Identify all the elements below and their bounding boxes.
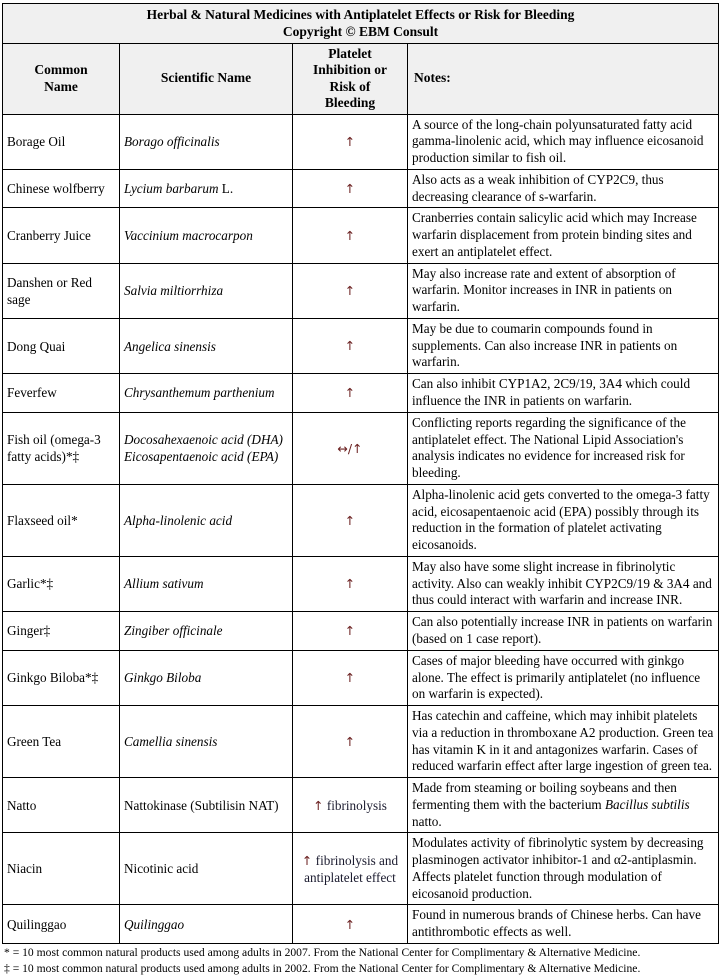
column-header-risk-line4: Bleeding [324, 95, 376, 110]
cell-risk-indicator [293, 169, 408, 208]
cell-scientific-name [120, 905, 293, 944]
cell-risk-indicator [293, 114, 408, 169]
title-row [3, 4, 719, 44]
scientific-name-italic: Borago officinalis [124, 134, 220, 150]
cell-common-name: Fish oil (omega-3 fatty acids)*‡ [3, 412, 120, 484]
risk-label: fibrinolysis and antiplatelet effect [304, 852, 399, 885]
cell-notes: Can also inhibit CYP1A2, 2C9/19, 3A4 which could influence the INR in patients on warfarin. [408, 374, 719, 413]
cell-risk-indicator [293, 706, 408, 778]
cell-risk-indicator [293, 556, 408, 611]
up-arrow-icon: ↑ [344, 338, 356, 354]
table-row [3, 484, 719, 556]
table-row [3, 556, 719, 611]
scientific-name-italic: Zingiber officinale [124, 623, 223, 639]
table-row [3, 778, 719, 833]
cell-risk-indicator [293, 833, 408, 905]
cell-risk-indicator [293, 263, 408, 318]
cell-common-name: Feverfew [3, 374, 120, 413]
cell-notes: Also acts as a weak inhibition of CYP2C9, thus decreasing clearance of s-warfarin. [408, 169, 719, 208]
scientific-name-italic: Allium sativum [124, 576, 204, 592]
cell-notes: A source of the long-chain polyunsaturated fatty acid gamma-linolenic acid, which may influence eicosanoid production similar to fish oil. [408, 114, 719, 169]
scientific-name-italic: Docosahexaenoic acid (DHA) Eicosapentaenoic acid (EPA) [124, 432, 283, 465]
scientific-name-roman: Nattokinase (Subtilisin NAT) [124, 797, 279, 813]
cell-common-name: Quilinggao [3, 905, 120, 944]
cell-risk-indicator [293, 484, 408, 556]
document-title [3, 4, 719, 44]
cell-scientific-name [120, 612, 293, 651]
cell-common-name: Danshen or Red sage [3, 263, 120, 318]
table-row [3, 169, 719, 208]
cell-common-name: Niacin [3, 833, 120, 905]
column-header-common-name-line2: Name [44, 78, 78, 94]
cell-scientific-name [120, 318, 293, 373]
cell-notes: Made from steaming or boiling soybeans and then fermenting them with the bacterium Bacillus subtilis natto. [408, 778, 719, 833]
cell-common-name: Chinese wolfberry [3, 169, 120, 208]
column-header-scientific-name: Scientific Name [120, 43, 293, 114]
cell-common-name: Cranberry Juice [3, 208, 120, 263]
cell-risk-indicator [293, 905, 408, 944]
cell-common-name: Natto [3, 778, 120, 833]
cell-common-name: Green Tea [3, 706, 120, 778]
column-header-platelet-risk [293, 43, 408, 114]
scientific-name-italic: Lycium barbarum [124, 181, 219, 197]
cell-scientific-name [120, 556, 293, 611]
up-arrow-icon: ↑ [344, 670, 356, 686]
column-header-row [3, 43, 719, 114]
table-row [3, 318, 719, 373]
scientific-name-italic: Quilinggao [124, 916, 185, 932]
cell-notes: Conflicting reports regarding the significance of the antiplatelet effect. The National Lipid Association's analysis indicates no evidence for increased risk for bleeding. [408, 412, 719, 484]
column-header-common-name [3, 43, 120, 114]
table-row [3, 114, 719, 169]
title-line-1: Herbal & Natural Medicines with Antiplatelet Effects or Risk for Bleeding [146, 7, 575, 22]
scientific-name-italic: Camellia sinensis [124, 733, 218, 749]
table-row [3, 612, 719, 651]
cell-scientific-name [120, 169, 293, 208]
column-header-common-name-line1: Common [34, 62, 88, 78]
up-arrow-icon: ↑ [344, 227, 356, 243]
table-row [3, 208, 719, 263]
table-row [3, 833, 719, 905]
table-row [3, 374, 719, 413]
notes-italic-term: Bacillus subtilis [605, 796, 690, 812]
title-line-2: Copyright © EBM Consult [282, 24, 439, 40]
cell-notes: May also have some slight increase in fibrinolytic activity. Also can weakly inhibit CYP2C9/19 & 3A4 and thus could interact with warfarin and increase INR. [408, 556, 719, 611]
cell-scientific-name [120, 778, 293, 833]
cell-scientific-name [120, 263, 293, 318]
table-row [3, 706, 719, 778]
cell-common-name: Ginger‡ [3, 612, 120, 651]
footnotes-block [2, 945, 718, 978]
cell-risk-indicator [293, 208, 408, 263]
cell-common-name: Garlic*‡ [3, 556, 120, 611]
up-arrow-icon: ↑ [344, 385, 356, 401]
scientific-name-italic: Ginkgo Biloba [124, 670, 202, 686]
up-arrow-icon: ↔/↑ [337, 440, 363, 456]
column-header-risk-line3: Risk of [329, 78, 371, 94]
cell-common-name: Borage Oil [3, 114, 120, 169]
scientific-name-italic: Chrysanthemum parthenium [124, 385, 275, 401]
column-header-notes: Notes: [408, 43, 719, 114]
up-arrow-icon: ↑ [301, 852, 313, 868]
up-arrow-icon: ↑ [344, 733, 356, 749]
up-arrow-icon: ↑ [344, 283, 356, 299]
up-arrow-icon: ↑ [344, 916, 356, 932]
cell-risk-indicator [293, 412, 408, 484]
cell-scientific-name [120, 412, 293, 484]
scientific-name-italic: Alpha-linolenic acid [124, 512, 233, 528]
cell-risk-indicator [293, 778, 408, 833]
cell-risk-indicator [293, 318, 408, 373]
table-row [3, 650, 719, 705]
cell-scientific-name [120, 484, 293, 556]
cell-common-name: Dong Quai [3, 318, 120, 373]
column-header-risk-line1: Platelet [328, 45, 372, 61]
cell-notes: Alpha-linolenic acid gets converted to the omega-3 fatty acid, eicosapentaenoic acid (EPA) possibly through its reduction in the formation of platelet activating eicosanoids. [408, 484, 719, 556]
scientific-name-italic: Vaccinium macrocarpon [124, 227, 253, 243]
scientific-name-italic: Angelica sinensis [124, 338, 216, 354]
footnote-asterisk: * = 10 most common natural products used among adults in 2007. From the National Center for Complimentary & Alternative Medicine. [4, 945, 641, 959]
cell-notes: Has catechin and caffeine, which may inhibit platelets via a reduction in thromboxane A2 production. Green tea has vitamin K in it and antagonizes warfarin. Cases of reduced warfarin effect after large ingestion of green tea. [408, 706, 719, 778]
cell-risk-indicator [293, 374, 408, 413]
scientific-name-roman: L. [218, 181, 234, 197]
up-arrow-icon: ↑ [344, 180, 356, 196]
cell-scientific-name [120, 208, 293, 263]
cell-scientific-name [120, 833, 293, 905]
footnote-doubledagger: ‡ = 10 most common natural products used among adults in 2002. From the National Center for Complimentary & Alternative Medicine. [4, 962, 641, 976]
up-arrow-icon: ↑ [344, 512, 356, 528]
cell-notes: Can also potentially increase INR in patients on warfarin (based on 1 case report). [408, 612, 719, 651]
cell-scientific-name [120, 374, 293, 413]
cell-risk-indicator [293, 650, 408, 705]
table-row [3, 263, 719, 318]
cell-common-name: Flaxseed oil* [3, 484, 120, 556]
table-row [3, 905, 719, 944]
cell-notes: May also increase rate and extent of absorption of warfarin. Monitor increases in INR in patients on warfarin. [408, 263, 719, 318]
cell-risk-indicator [293, 612, 408, 651]
scientific-name-roman: Nicotinic acid [124, 861, 199, 877]
cell-scientific-name [120, 706, 293, 778]
scientific-name-italic: Salvia miltiorrhiza [124, 283, 224, 299]
table-body [3, 4, 719, 944]
up-arrow-icon: ↑ [344, 576, 356, 592]
cell-notes: Modulates activity of fibrinolytic system by decreasing plasminogen activator inhibitor-1 and α2-antiplasmin. Affects platelet function through modulation of eicosanoid production. [408, 833, 719, 905]
cell-notes: Cranberries contain salicylic acid which may Increase warfarin displacement from protein binding sites and exert an antiplatelet effect. [408, 208, 719, 263]
risk-label: fibrinolysis [323, 797, 387, 813]
table-row [3, 412, 719, 484]
cell-scientific-name [120, 114, 293, 169]
up-arrow-icon: ↑ [344, 134, 356, 150]
cell-notes: Cases of major bleeding have occurred with ginkgo alone. The effect is primarily antiplatelet (no influence on warfarin is expected). [408, 650, 719, 705]
cell-notes: Found in numerous brands of Chinese herbs. Can have antithrombotic effects as well. [408, 905, 719, 944]
cell-notes: May be due to coumarin compounds found in supplements. Can also increase INR in patients on warfarin. [408, 318, 719, 373]
cell-common-name: Ginkgo Biloba*‡ [3, 650, 120, 705]
cell-scientific-name [120, 650, 293, 705]
herbal-medicines-table [2, 3, 719, 944]
column-header-risk-line2: Inhibition or [313, 62, 387, 78]
up-arrow-icon: ↑ [313, 797, 324, 813]
up-arrow-icon: ↑ [344, 623, 356, 639]
